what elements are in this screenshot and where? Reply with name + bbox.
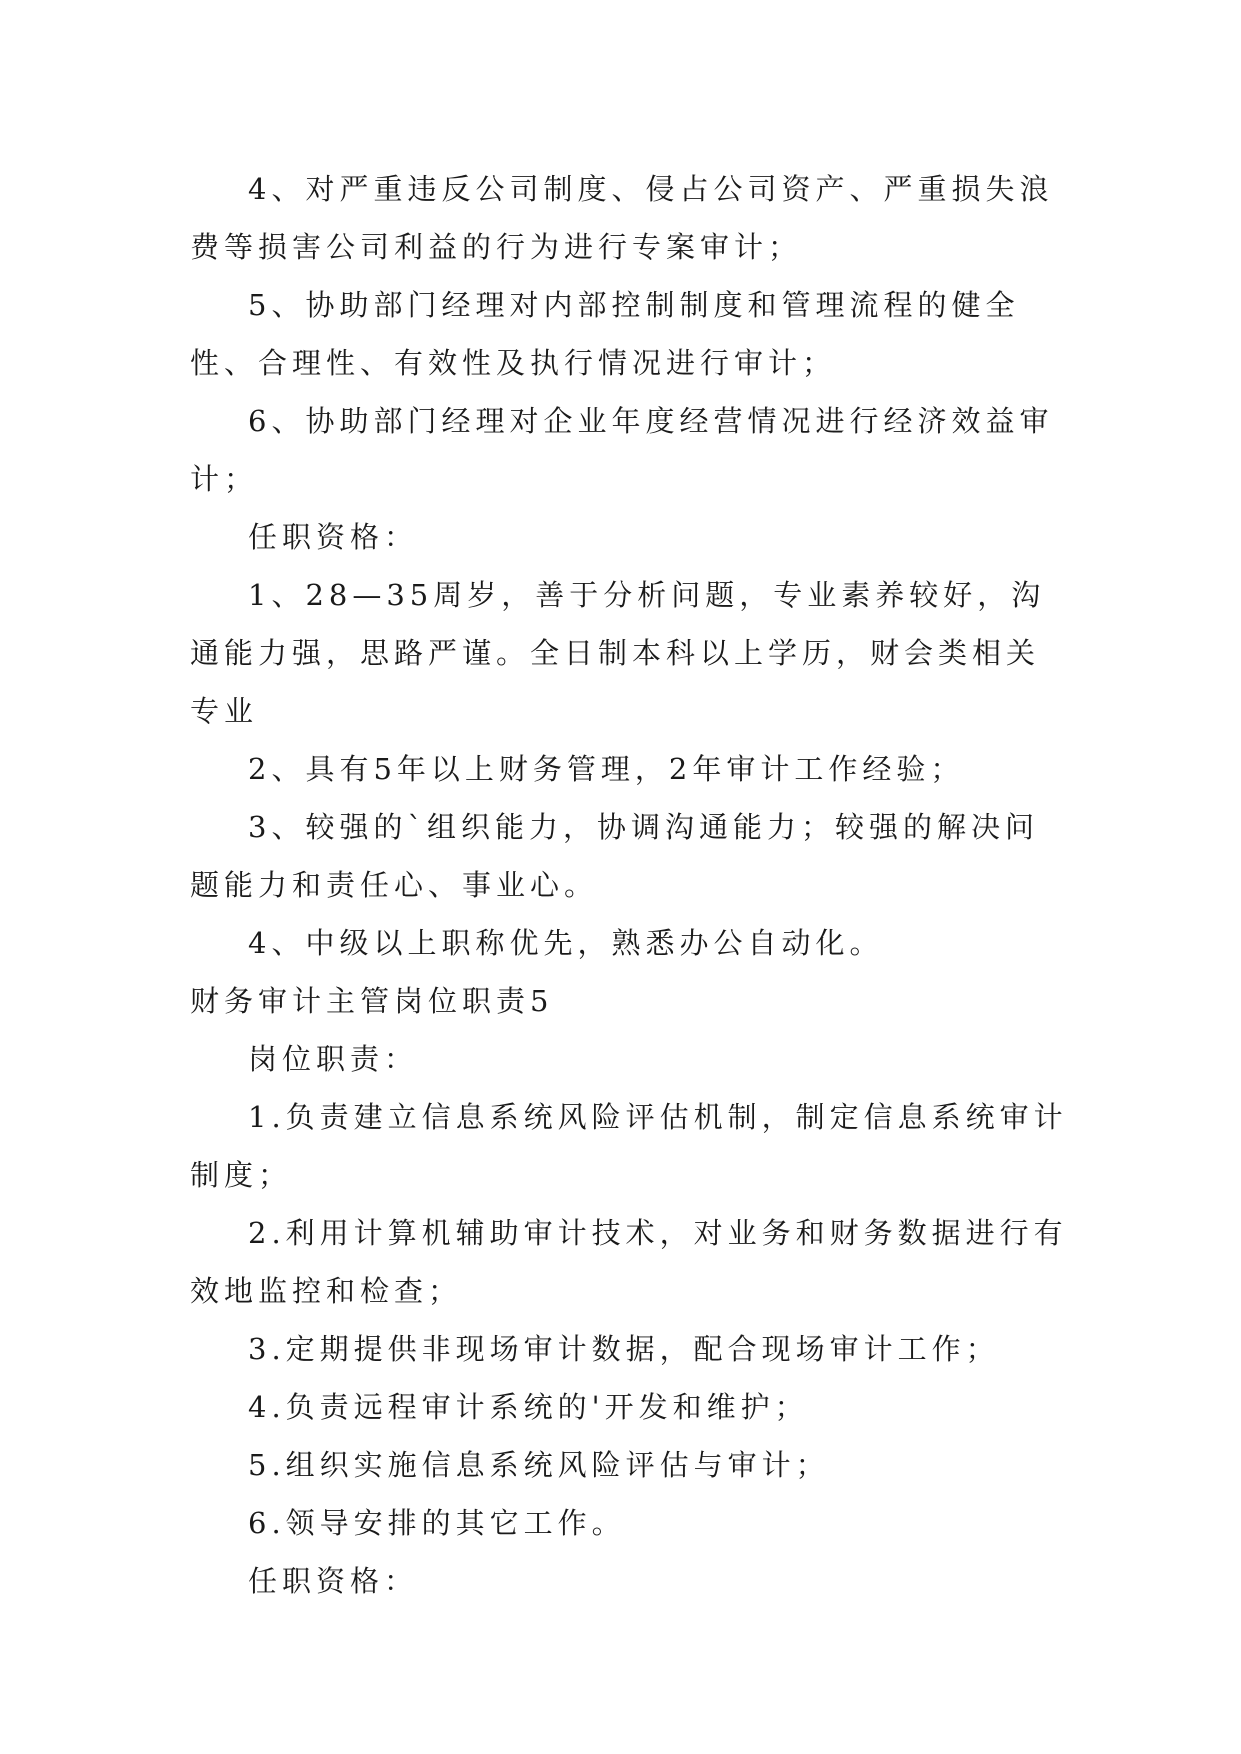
section-heading: 财务审计主管岗位职责5 (190, 984, 554, 1018)
paragraph-duty-5: 5、协助部门经理对内部控制制度和管理流程的健全性、合理性、有效性及执行情况进行审计； (190, 288, 1020, 380)
paragraph-duty-item-5: 5.组织实施信息系统风险评估与审计； (248, 1448, 830, 1482)
paragraph-qualification-4: 4、中级以上职称优先，熟悉办公自动化。 (248, 926, 884, 960)
section-label-qualifications-2: 任职资格： (248, 1564, 419, 1598)
section-label-duties: 岗位职责： (248, 1042, 419, 1076)
paragraph-qualification-1: 1、28—35周岁，善于分析问题，专业素养较好，沟通能力强，思路严谨。全日制本科以上学历，财会类相关专业 (190, 578, 1046, 728)
paragraph-duty-item-1: 1.负责建立信息系统风险评估机制，制定信息系统审计制度； (190, 1100, 1068, 1192)
document-body (190, 160, 1070, 1610)
paragraph-qualification-3: 3、较强的`组织能力，协调沟通能力；较强的解决问题能力和责任心、事业心。 (190, 810, 1039, 902)
section-label-qualifications: 任职资格： (248, 520, 419, 554)
paragraph-duty-item-2: 2.利用计算机辅助审计技术，对业务和财务数据进行有效地监控和检查； (190, 1216, 1068, 1308)
paragraph-duty-item-4: 4.负责远程审计系统的'开发和维护； (248, 1390, 809, 1424)
paragraph-duty-item-6: 6.领导安排的其它工作。 (248, 1506, 626, 1540)
paragraph-duty-item-3: 3.定期提供非现场审计数据，配合现场审计工作； (248, 1332, 1000, 1366)
paragraph-duty-6: 6、协助部门经理对企业年度经营情况进行经济效益审计； (190, 404, 1054, 496)
paragraph-qualification-2: 2、具有5年以上财务管理，2年审计工作经验； (248, 752, 965, 786)
paragraph-duty-4: 4、对严重违反公司制度、侵占公司资产、严重损失浪费等损害公司利益的行为进行专案审计； (190, 172, 1054, 264)
